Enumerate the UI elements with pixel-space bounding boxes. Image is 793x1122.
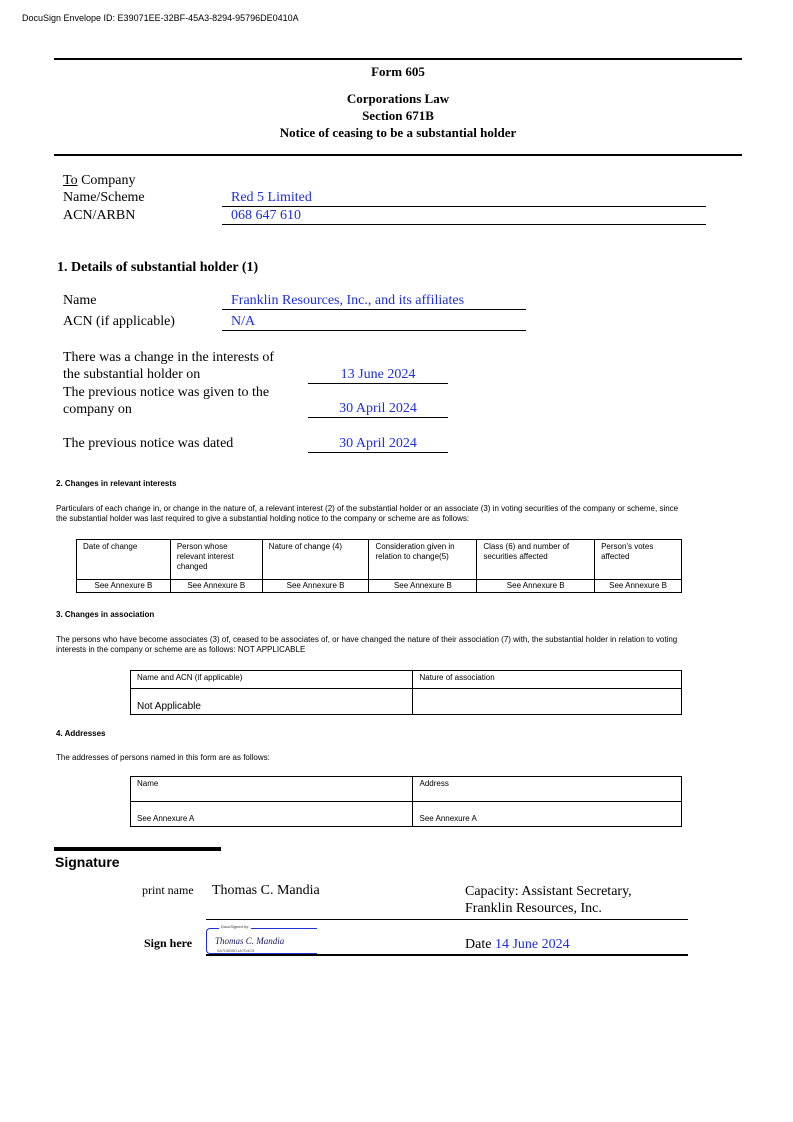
form-section: Section 671B [362, 108, 434, 123]
prev-given-underline [308, 417, 448, 418]
name-scheme-label: Name/Scheme [63, 190, 145, 205]
section1-title: 1. Details of substantial holder (1) [57, 260, 259, 275]
header-bottom-rule [54, 154, 742, 156]
cell-address: See Annexure A [413, 802, 682, 827]
section2-intro-line1: Particulars of each change in, or change in the nature of, a relevant interest (2) of the substantial holder or an associate (3) in voting securities of the company or scheme, since [56, 504, 679, 513]
table-row [131, 802, 682, 827]
sign-underline [206, 954, 688, 956]
name-scheme-underline [222, 206, 706, 207]
form-title: Notice of ceasing to be a substantial holder [279, 125, 517, 140]
section3-title: 3. Changes in association [56, 610, 155, 619]
acn-arbn-underline [222, 224, 706, 225]
cell-person-changed: See Annexure B [170, 580, 262, 593]
signature-id: 0A7D6B5D1A7D4C5 [217, 948, 255, 953]
form-law: Corporations Law [346, 91, 450, 106]
section3-intro-line2: interests in the company or scheme are as follows: NOT APPLICABLE [56, 645, 306, 654]
name-scheme-value: Red 5 Limited [231, 190, 312, 205]
header-nature-of-association: Nature of association [413, 671, 682, 689]
section4-title: 4. Addresses [56, 729, 106, 738]
section3-intro [56, 635, 746, 655]
prev-dated-value: 30 April 2024 [339, 436, 417, 451]
table-row [77, 580, 682, 593]
cell-consideration: See Annexure B [369, 580, 477, 593]
header-address: Address [413, 777, 682, 802]
acn-arbn-value: 068 647 610 [231, 208, 301, 223]
holder-name-label: Name [63, 293, 97, 308]
header-person-changed: Person whose relevant interest changed [170, 540, 262, 580]
signature-image: Thomas C. Mandia [215, 936, 285, 946]
print-name-underline [206, 919, 688, 920]
acn-arbn-label: ACN/ARBN [63, 208, 136, 223]
prev-given-value: 30 April 2024 [339, 401, 417, 416]
company-label: Company [81, 173, 136, 188]
section2-intro [56, 504, 746, 524]
cell-nature-of-change: See Annexure B [262, 580, 369, 593]
change-date-label-line2: the substantial holder on [63, 367, 201, 382]
header-votes-affected: Person's votes affected [595, 540, 682, 580]
association-table [130, 670, 682, 715]
capacity-line2: Franklin Resources, Inc. [465, 901, 602, 916]
prev-dated-label: The previous notice was dated [63, 436, 234, 451]
changes-table [76, 539, 682, 593]
to-company-label [63, 173, 136, 189]
holder-name-underline [222, 309, 526, 310]
cell-nature-of-association [413, 689, 682, 715]
header-date-of-change: Date of change [77, 540, 171, 580]
holder-acn-underline [222, 330, 526, 331]
signature-title: Signature [55, 854, 120, 870]
holder-acn-label: ACN (if applicable) [63, 314, 175, 329]
docusigned-by-label: DocuSigned by: [221, 924, 250, 929]
cell-votes-affected: See Annexure B [595, 580, 682, 593]
sign-date [465, 937, 570, 953]
capacity-line1: Capacity: Assistant Secretary, [465, 884, 632, 899]
section2-title: 2. Changes in relevant interests [56, 479, 177, 488]
docusign-envelope-id: DocuSign Envelope ID: E39071EE-32BF-45A3-8294-95796DE0410A [22, 13, 299, 23]
change-date-underline [308, 383, 448, 384]
prev-given-label-line2: company on [63, 402, 132, 417]
docusign-signature-box[interactable] [206, 924, 317, 954]
sign-here-label: Sign here [144, 936, 193, 950]
print-name-label: print name [142, 883, 194, 897]
prev-dated-underline [308, 452, 448, 453]
header-consideration: Consideration given in relation to change(5) [369, 540, 477, 580]
section3-intro-line1: The persons who have become associates (3) of, ceased to be associates of, or have changed the nature of their association (7) with, the substantial holder in relation to voting [56, 635, 678, 644]
signature-bar [54, 847, 221, 851]
header-class-number: Class (6) and number of securities affected [477, 540, 595, 580]
section4-intro: The addresses of persons named in this form are as follows: [56, 753, 270, 762]
addresses-header-row [131, 777, 682, 802]
cell-class-number: See Annexure B [477, 580, 595, 593]
prev-given-label [63, 384, 269, 418]
cell-date-of-change: See Annexure B [77, 580, 171, 593]
change-date-label-line1: There was a change in the interests of [63, 350, 275, 365]
holder-name-value: Franklin Resources, Inc., and its affiliates [231, 293, 465, 308]
capacity-text [465, 883, 632, 917]
table-row [131, 689, 682, 715]
change-date-value: 13 June 2024 [340, 367, 416, 382]
date-value: 14 June 2024 [494, 937, 570, 952]
to-prefix: To [63, 173, 78, 188]
section2-intro-line2: the substantial holder was last required to give a substantial holding notice to the company or scheme are as follows: [56, 514, 470, 523]
changes-header-row [77, 540, 682, 580]
prev-given-label-line1: The previous notice was given to the [63, 385, 270, 400]
addresses-table [130, 776, 682, 827]
header-name-acn: Name and ACN (if applicable) [131, 671, 413, 689]
header-name: Name [131, 777, 413, 802]
form-number: Form 605 [371, 64, 425, 79]
change-date-label [63, 349, 274, 383]
date-label: Date [465, 937, 492, 952]
print-name-value: Thomas C. Mandia [212, 883, 320, 898]
cell-name: See Annexure A [131, 802, 413, 827]
cell-name-acn: Not Applicable [131, 689, 413, 715]
top-rule [54, 58, 742, 60]
holder-acn-value: N/A [231, 314, 256, 329]
header-nature-of-change: Nature of change (4) [262, 540, 369, 580]
association-header-row [131, 671, 682, 689]
